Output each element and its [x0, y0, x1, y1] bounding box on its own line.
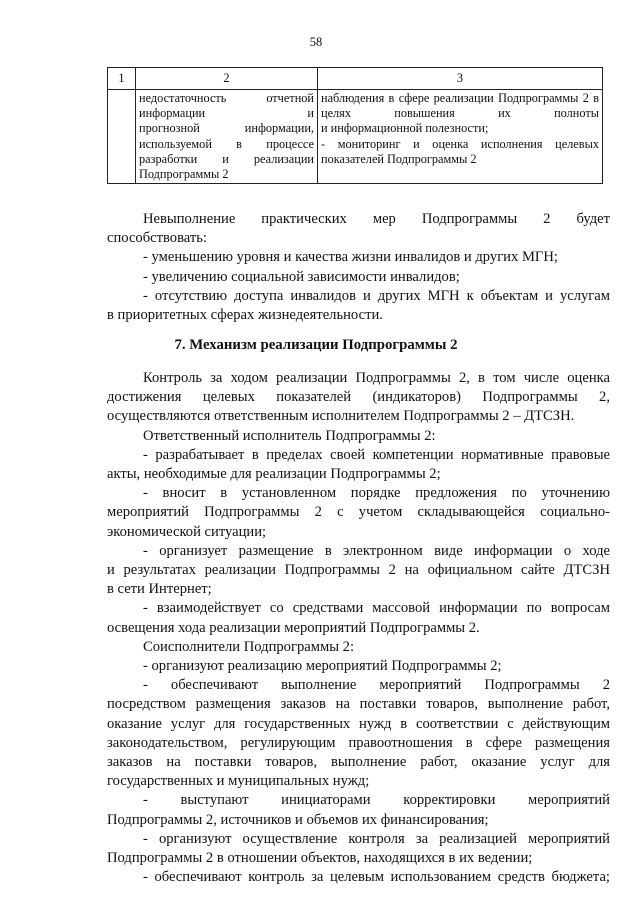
list-item: государственных и муниципальных нужд; [107, 773, 370, 790]
paragraph-line: Ответственный исполнитель Подпрограммы 2: [143, 427, 436, 444]
list-item: в приоритетных сферах жизнедеятельности. [107, 307, 383, 324]
list-item: - отсутствию доступа инвалидов и других МГН к объектам и услугам [143, 287, 610, 304]
paragraph-line: осуществляются ответственным исполнителем Подпрограммы 2 – ДТСЗН. [107, 408, 575, 425]
list-item: - увеличению социальной зависимости инвалидов; [143, 268, 460, 285]
table-cell-line: используемой в процессе [139, 136, 314, 151]
list-item: акты, необходимые для реализации Подпрограммы 2; [107, 466, 441, 483]
paragraph-line: Контроль за ходом реализации Подпрограммы 2, в том числе оценка [143, 370, 610, 386]
continuation-table [107, 67, 603, 184]
list-item: Подпрограммы 2 в отношении объектов, находящихся в их ведении; [107, 850, 533, 867]
table-cell-line: и информационной полезности; [321, 121, 489, 136]
section-heading: 7. Механизм реализации Подпрограммы 2 [174, 337, 458, 353]
consequences-block [107, 210, 610, 325]
list-item: мероприятий Подпрограммы 2 с учетом складывающейся социально- [107, 504, 610, 521]
list-item: - организуют осуществление контроля за реализацией мероприятий [143, 830, 610, 847]
list-item: освещения хода реализации мероприятий Подпрограммы 2. [107, 619, 480, 636]
paragraph-line: способствовать: [107, 230, 207, 247]
list-item: оказание услуг для государственных нужд в соответствии с действующим [107, 715, 610, 732]
page-number: 58 [309, 35, 323, 49]
list-item: посредством размещения заказов на поставки товаров, выполнение работ, [107, 696, 610, 713]
table-header-cell: 3 [318, 68, 603, 90]
table-header-cell: 2 [136, 68, 318, 90]
list-item: - обеспечивают контроль за целевым использованием средств бюджета; [143, 869, 610, 886]
list-item: в сети Интернет; [107, 581, 212, 598]
list-item: - вносит в установленном порядке предложения по уточнению [143, 485, 610, 502]
paragraph-line: достижения целевых показателей (индикаторов) Подпрограммы 2, [107, 389, 610, 406]
table-cell-measures [318, 90, 603, 184]
table-cell-risk [136, 90, 318, 184]
table-header-cell: 1 [108, 68, 136, 90]
table-cell-line: недостаточность отчетной [139, 91, 314, 105]
table-cell-line: прогнозной информации, [139, 121, 314, 136]
paragraph-line: Соисполнители Подпрограммы 2: [143, 638, 355, 655]
list-item: - взаимодействует со средствами массовой информации по вопросам [143, 600, 610, 617]
list-item: - организует размещение в электронном виде информации о ходе [143, 542, 610, 559]
table-cell-line: - мониторинг и оценка исполнения целевых [321, 136, 599, 151]
list-item: - разрабатывает в пределах своей компетенции нормативные правовые [143, 446, 610, 463]
list-item: - уменьшению уровня и качества жизни инвалидов и других МГН; [143, 249, 558, 266]
list-item: - организуют реализацию мероприятий Подпрограммы 2; [143, 658, 502, 675]
table-cell-empty [108, 90, 136, 184]
table-cell-line: целях повышения их полноты [321, 106, 599, 121]
table-cell-line: показателей Подпрограммы 2 [321, 151, 477, 166]
table-cell-line: наблюдения в сфере реализации Подпрограммы 2 в [321, 91, 599, 105]
list-item: законодательством, регулирующим правоотношения в сфере размещения [107, 734, 610, 751]
table-header-row [108, 68, 603, 90]
table-cell-line: информации и [139, 106, 314, 121]
table-cell-line: Подпрограммы 2 [139, 167, 229, 182]
list-item: заказов на поставки товаров, выполнение работ, оказание услуг для [107, 754, 610, 771]
list-item: - обеспечивают выполнение мероприятий Подпрограммы 2 [143, 677, 610, 694]
table-cell-line: разработки и реализации [139, 151, 314, 166]
mechanism-block [107, 369, 610, 887]
table-row [108, 90, 603, 184]
list-item: - выступают инициаторами корректировки мероприятий [143, 792, 610, 809]
list-item: и результатах реализации Подпрограммы 2 на официальном сайте ДТСЗН [107, 562, 610, 579]
list-item: Подпрограммы 2, источников и объемов их финансирования; [107, 811, 489, 828]
paragraph-line: Невыполнение практических мер Подпрограммы 2 будет [143, 211, 610, 227]
list-item: экономической ситуации; [107, 523, 267, 540]
